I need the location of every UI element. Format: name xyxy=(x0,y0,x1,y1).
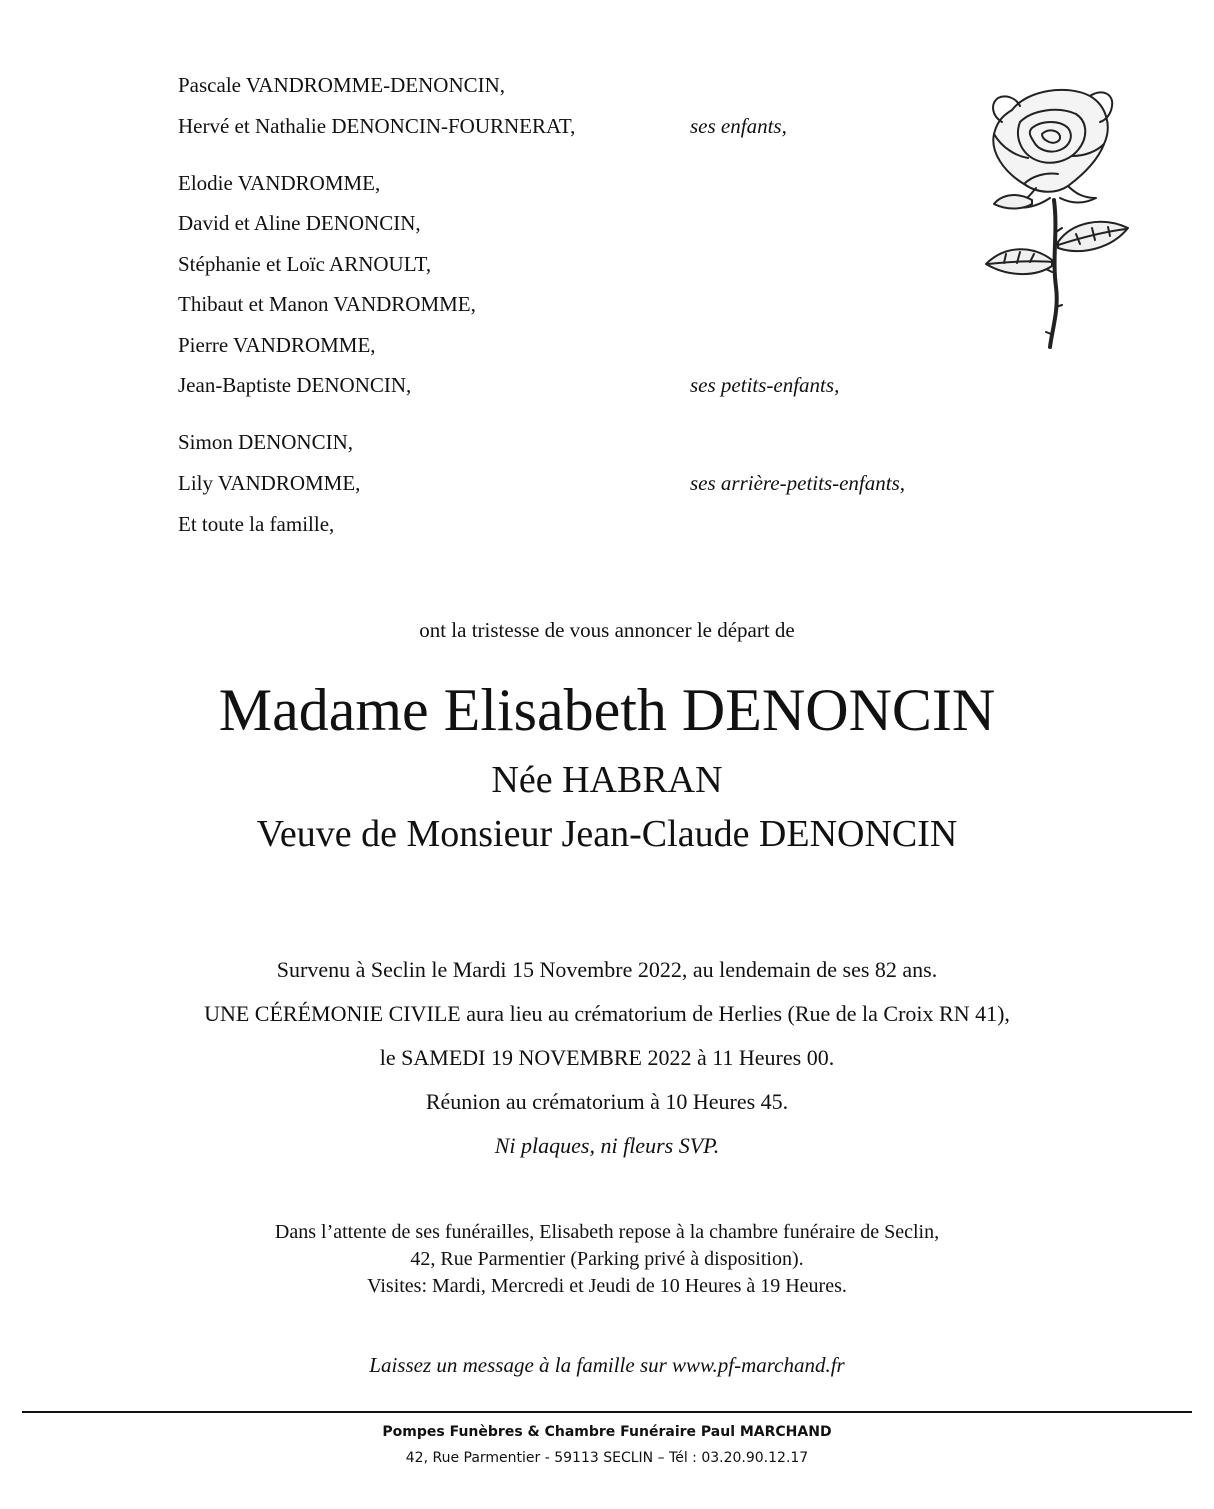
grandchild-name-2: David et Aline DENONCIN, xyxy=(178,211,421,235)
message-link: Laissez un message à la famille sur www.pf-marchand.fr xyxy=(369,1353,845,1377)
gathering-time: Réunion au crématorium à 10 Heures 45. xyxy=(425,1089,789,1114)
no-flowers-notice: Ni plaques, ni fleurs SVP. xyxy=(494,1133,720,1158)
death-notice: Survenu à Seclin le Mardi 15 Novembre 2022, au lendemain de ses 82 ans. xyxy=(276,957,938,982)
announcement-intro: ont la tristesse de vous annoncer le départ de xyxy=(419,618,795,642)
great-grandchild-name-1: Simon DENONCIN, xyxy=(178,430,354,454)
grandchild-name-1: Elodie VANDROMME, xyxy=(178,171,381,195)
grandchildren-role: ses petits-enfants, xyxy=(690,373,840,397)
grandchild-name-3: Stéphanie et Loïc ARNOULT, xyxy=(178,252,432,276)
deceased-name: Madame Elisabeth DENONCIN xyxy=(218,677,996,743)
children-role: ses enfants, xyxy=(690,114,787,138)
ceremony-location: UNE CÉRÉMONIE CIVILE aura lieu au crématorium de Herlies (Rue de la Croix RN 41), xyxy=(204,1001,1010,1026)
grandchild-name-5: Pierre VANDROMME, xyxy=(178,333,376,357)
child-name-1: Pascale VANDROMME-DENONCIN, xyxy=(178,73,506,97)
footer-company: Pompes Funèbres & Chambre Funéraire Paul MARCHAND xyxy=(382,1424,832,1440)
family-closing: Et toute la famille, xyxy=(178,512,335,536)
visitation-line-2: 42, Rue Parmentier (Parking privé à disposition). xyxy=(410,1248,804,1270)
maiden-name: Née HABRAN xyxy=(491,759,723,801)
grandchild-name-6: Jean-Baptiste DENONCIN, xyxy=(178,373,412,397)
widow-of: Veuve de Monsieur Jean-Claude DENONCIN xyxy=(256,813,958,855)
great-grandchild-name-2: Lily VANDROMME, xyxy=(178,471,361,495)
rose-icon xyxy=(972,82,1132,354)
visitation-line-3: Visites: Mardi, Mercredi et Jeudi de 10 Heures à 19 Heures. xyxy=(367,1275,847,1297)
footer-address: 42, Rue Parmentier - 59113 SECLIN – Tél : 03.20.90.12.17 xyxy=(405,1450,809,1466)
child-name-2: Hervé et Nathalie DENONCIN-FOURNERAT, xyxy=(178,114,576,138)
great-grandchildren-role: ses arrière-petits-enfants, xyxy=(690,471,906,495)
grandchild-name-4: Thibaut et Manon VANDROMME, xyxy=(178,292,476,316)
visitation-line-1: Dans l’attente de ses funérailles, Elisabeth repose à la chambre funéraire de Seclin, xyxy=(274,1221,940,1243)
ceremony-date: le SAMEDI 19 NOVEMBRE 2022 à 11 Heures 00. xyxy=(379,1045,835,1070)
footer-divider xyxy=(22,1411,1192,1413)
